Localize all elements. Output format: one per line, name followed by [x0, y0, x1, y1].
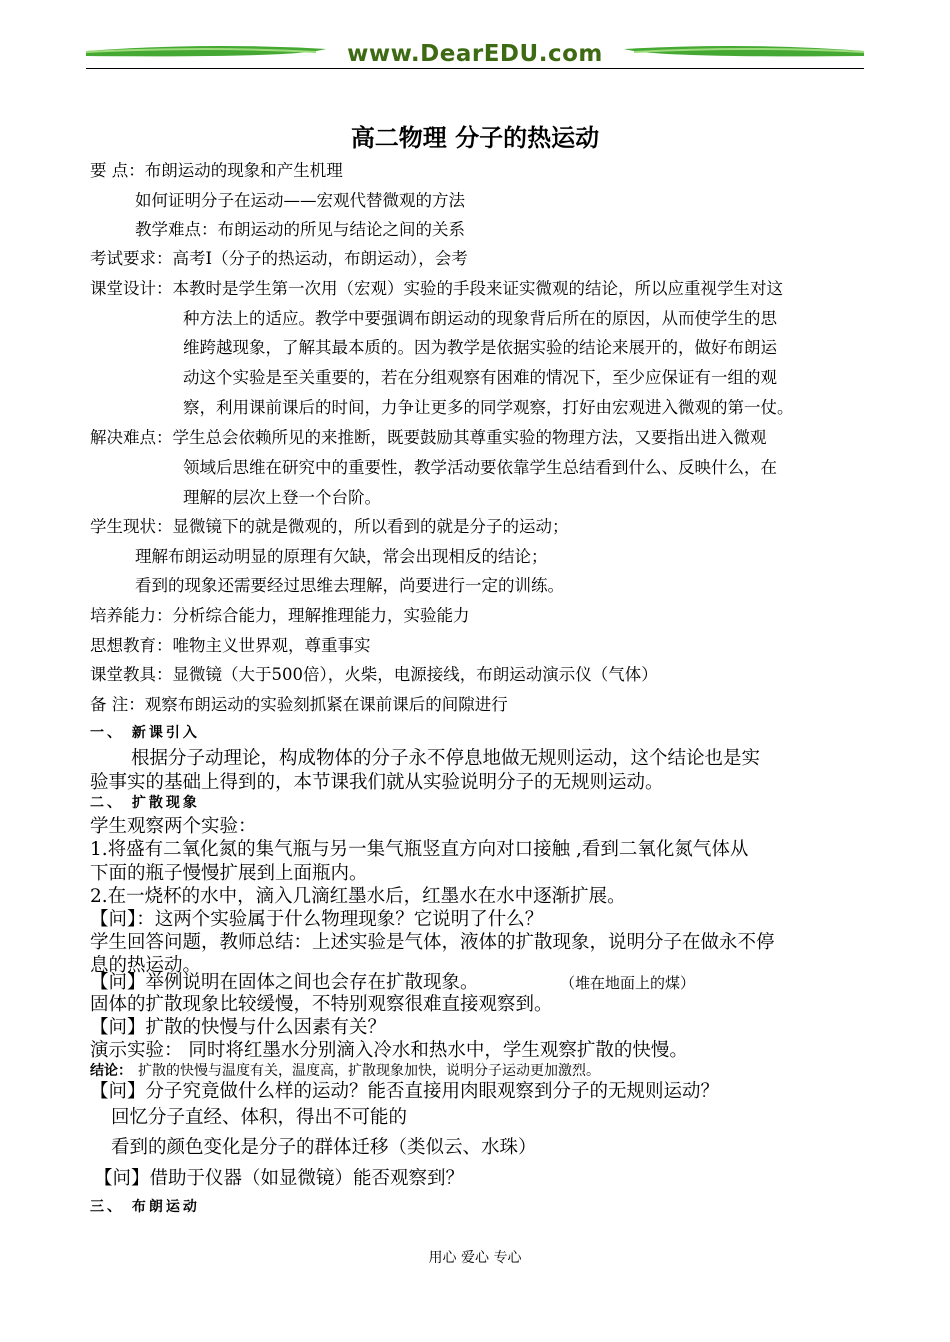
text-line: 看到的颜色变化是分子的群体迁移（类似云、水珠） — [111, 1137, 537, 1158]
text-line: 要 点：布朗运动的现象和产生机理 — [90, 161, 343, 180]
text-line: 思想教育：唯物主义世界观，尊重事实 — [90, 636, 371, 655]
text-line: 解决难点：学生总会依赖所见的来推断，既要鼓励其尊重实验的物理方法，又要指出进入微观 — [90, 428, 767, 447]
text-line: 学生观察两个实验： — [90, 816, 257, 837]
text-line: 下面的瓶子慢慢扩展到上面瓶内。 — [90, 863, 368, 884]
text-line: 察，利用课前课后的时间，力争让更多的同学观察，打好由宏观进入微观的第一仗。 — [183, 398, 794, 417]
text-line: 验事实的基础上得到的，本节课我们就从实验说明分子的无规则运动。 — [90, 772, 664, 793]
text-line: 扩散的快慢与温度有关，温度高，扩散现象加快，说明分子运动更加激烈。 — [138, 1063, 600, 1079]
text-line: 培养能力：分析综合能力，理解推理能力，实验能力 — [90, 606, 470, 625]
site-header — [86, 38, 864, 72]
section-heading: 三、 布朗运动 — [90, 1199, 200, 1215]
text-line: 回忆分子直经、体积，得出不可能的 — [111, 1107, 408, 1128]
text-line: 如何证明分子在运动——宏观代替微观的方法 — [135, 191, 465, 210]
text-line: 教学难点：布朗运动的所见与结论之间的关系 — [135, 220, 465, 239]
text-line: 课堂教具：显微镜（大于500倍），火柴，电源接线，布朗运动演示仪（气体） — [90, 665, 658, 684]
text-line: 1.将盛有二氧化氮的集气瓶与另一集气瓶竖直方向对口接触 ,看到二氧化氮气体从 — [90, 839, 749, 860]
section-heading: 二、 扩散现象 — [90, 795, 200, 811]
text-line: 2.在一烧杯的水中，滴入几滴红墨水后，红墨水在水中逐渐扩展。 — [90, 886, 626, 907]
text-line: 【问】举例说明在固体之间也会存在扩散现象。 — [90, 972, 479, 993]
text-line: 【问】分子究竟做什么样的运动？能否直接用肉眼观察到分子的无规则运动？ — [90, 1081, 720, 1102]
text-note: （堆在地面上的煤） — [560, 974, 696, 992]
text-line: 维跨越现象，了解其最本质的。因为教学是依据实验的结论来展开的，做好布朗运 — [183, 338, 777, 357]
page-footer: 用心 爱心 专心 — [428, 1250, 522, 1266]
section-heading: 一、 新课引入 — [90, 725, 200, 741]
site-name[interactable]: www.DearEDU.com — [347, 41, 603, 67]
text-line: 种方法上的适应。教学中要强调布朗运动的现象背后所在的原因，从而使学生的思 — [183, 309, 777, 328]
conclusion-label: 结论： — [90, 1063, 132, 1079]
page-title: 高二物理 分子的热运动 — [350, 123, 600, 152]
text-line: 领域后思维在研究中的重要性，教学活动要依靠学生总结看到什么、反映什么，在 — [183, 458, 777, 477]
text-line: 课堂设计：本教时是学生第一次用（宏观）实验的手段来证实微观的结论，所以应重视学生对这 — [90, 279, 783, 298]
text-line: 看到的现象还需要经过思维去理解，尚要进行一定的训练。 — [135, 576, 564, 595]
text-line: 动这个实验是至关重要的，若在分组观察有困难的情况下，至少应保证有一组的观 — [183, 368, 777, 387]
text-line: 学生现状：显微镜下的就是微观的，所以看到的就是分子的运动； — [90, 517, 569, 536]
text-line: 固体的扩散现象比较缓慢，不特别观察很难直接观察到。 — [90, 994, 553, 1015]
text-line: 演示实验： 同时将红墨水分别滴入冷水和热水中，学生观察扩散的快慢。 — [90, 1040, 688, 1061]
text-line: 理解布朗运动明显的原理有欠缺，常会出现相反的结论； — [135, 547, 548, 566]
text-line: 理解的层次上登一个台阶。 — [183, 488, 381, 507]
text-line: 【问】扩散的快慢与什么因素有关？ — [90, 1017, 387, 1038]
text-line: 根据分子动理论，构成物体的分子永不停息地做无规则运动，这个结论也是实 — [131, 748, 761, 769]
text-line: 备 注：观察布朗运动的实验刻抓紧在课前课后的间隙进行 — [90, 695, 508, 714]
text-line: 【问】借助于仪器（如显微镜）能否观察到？ — [94, 1168, 465, 1189]
header-rule — [86, 68, 864, 69]
text-line: 息的热运动。 — [90, 955, 202, 976]
text-line: 学生回答问题，教师总结：上述实验是气体，液体的扩散现象，说明分子在做永不停 — [90, 932, 775, 953]
text-line: 考试要求：高考Ⅰ（分子的热运动，布朗运动），会考 — [90, 249, 468, 268]
text-line: 【问】：这两个实验属于什么物理现象？它说明了什么？ — [90, 909, 544, 930]
